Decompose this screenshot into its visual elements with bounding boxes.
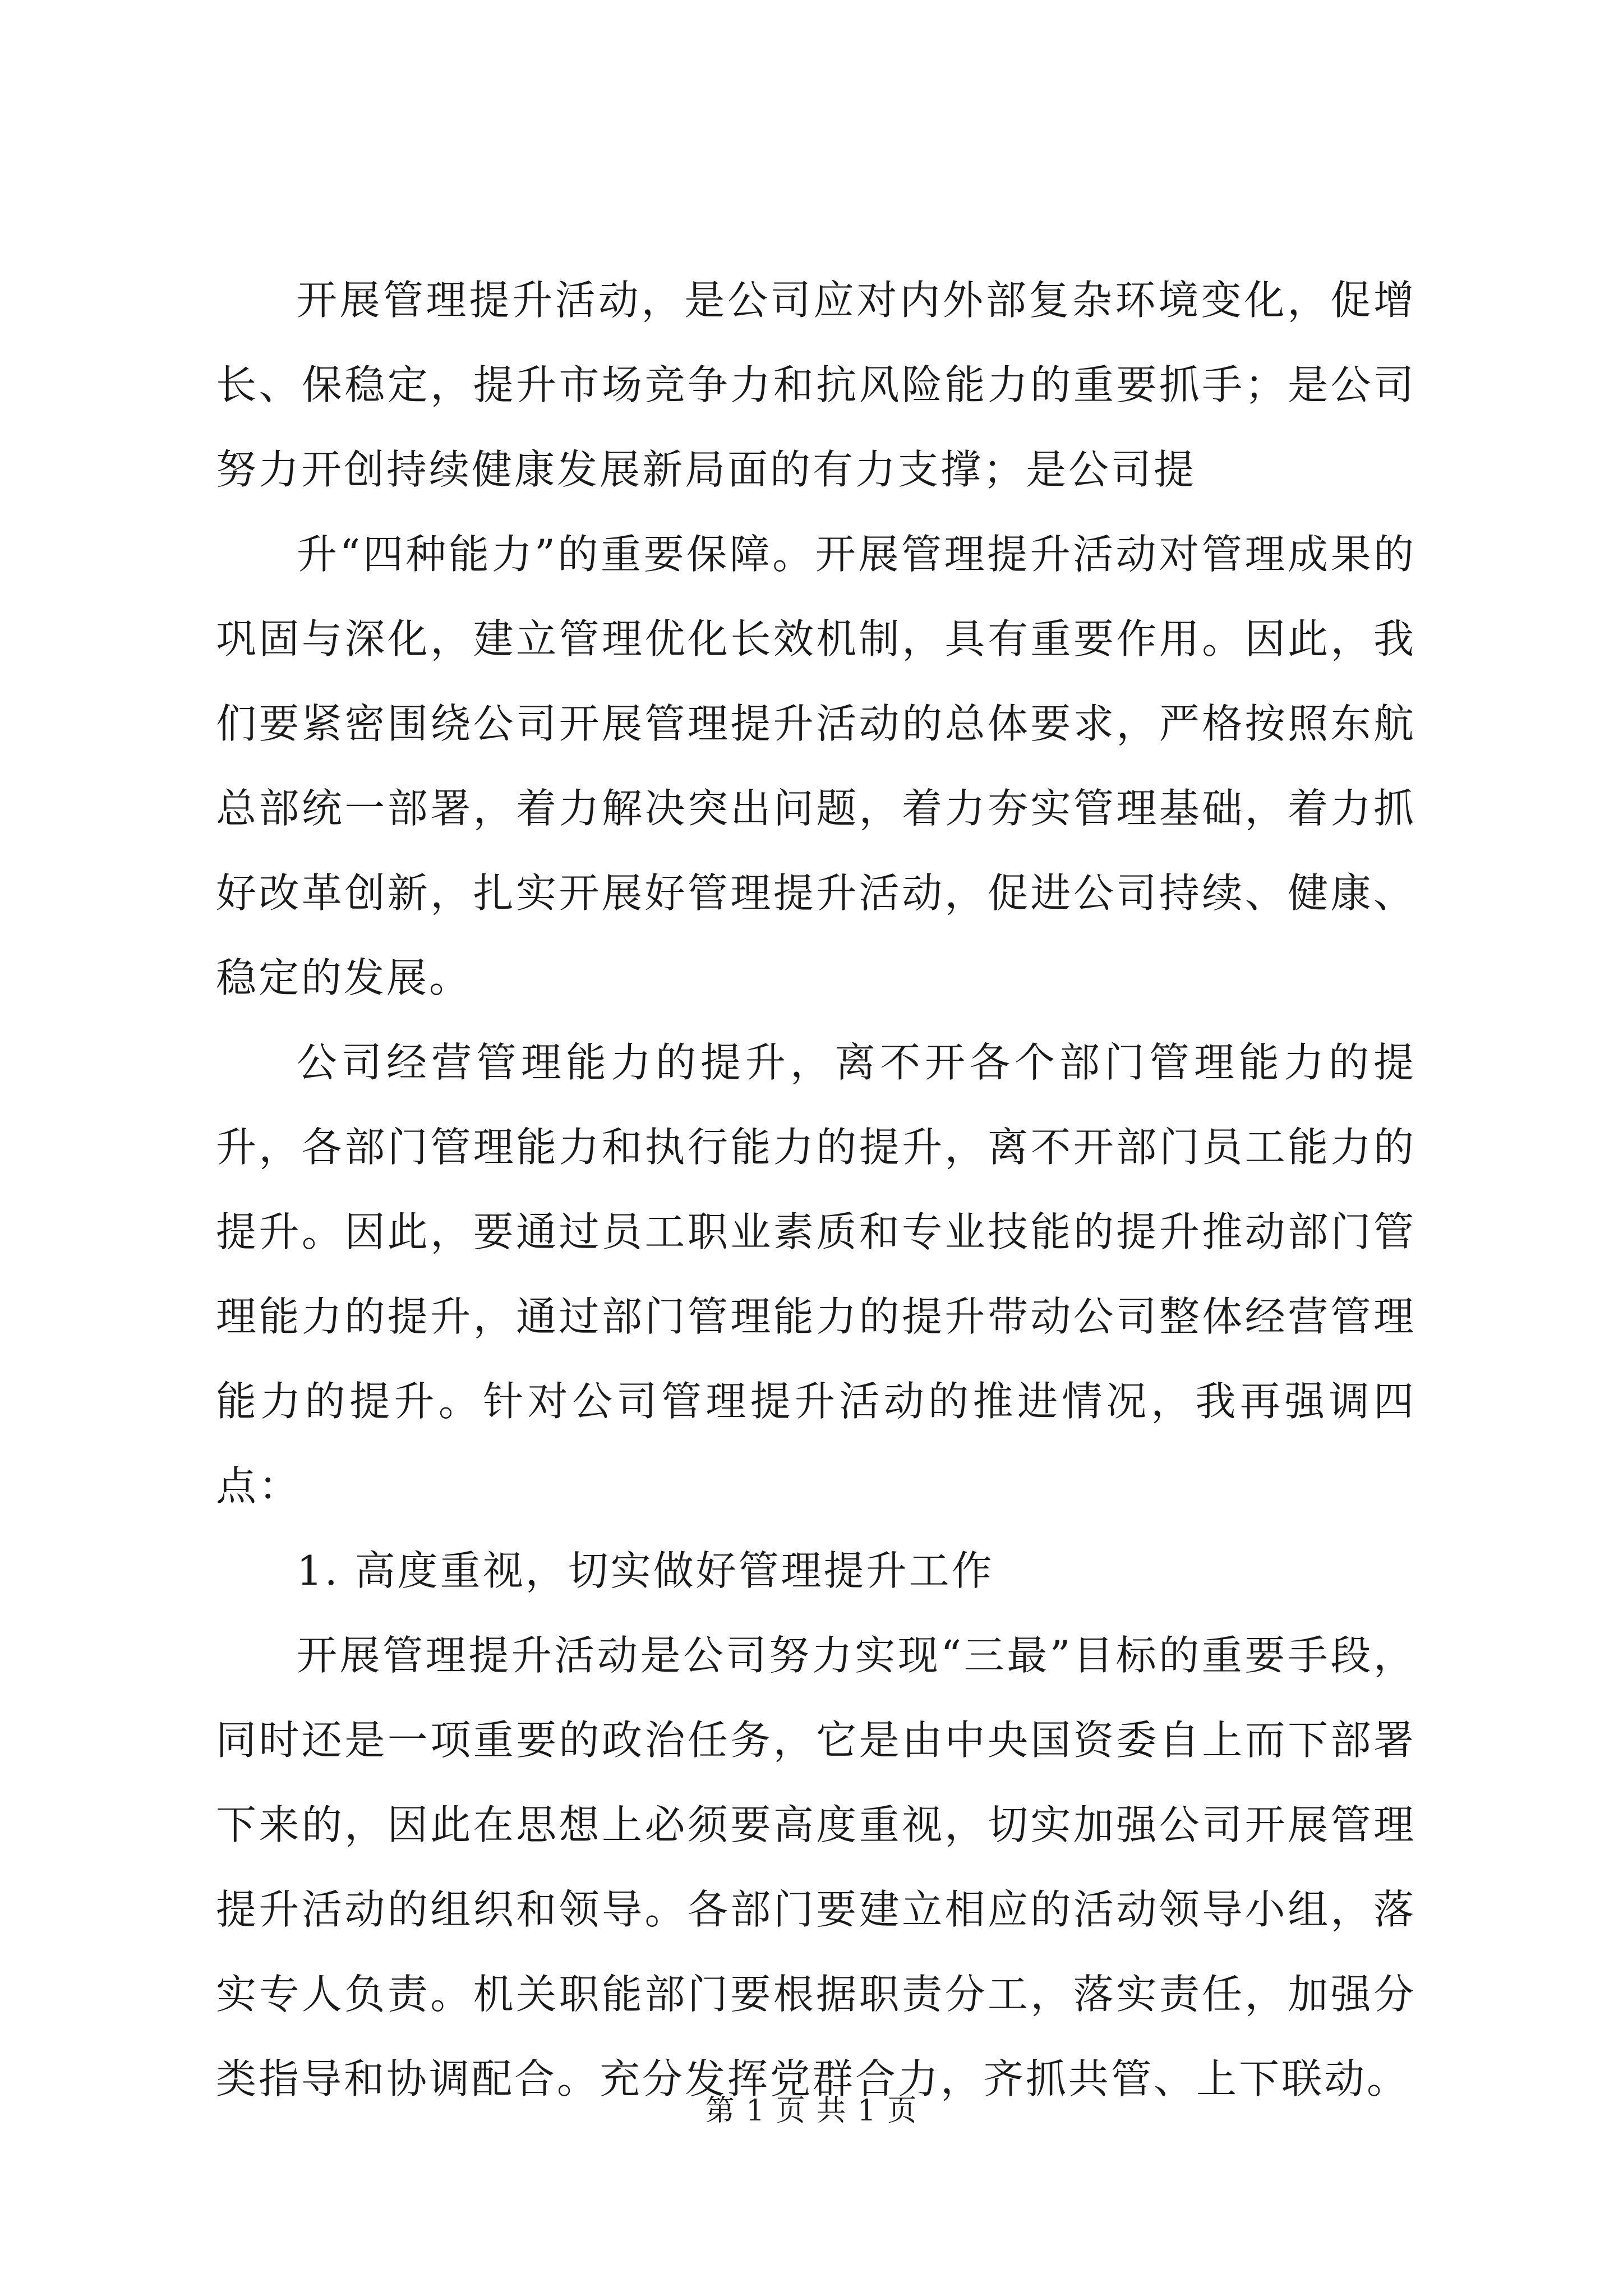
document-body <box>216 258 1416 2122</box>
paragraph-4: 开展管理提升活动是公司努力实现“三最”目标的重要手段，同时还是一项重要的政治任务，它是由中央国资委自上而下部署下来的，因此在思想上必须要高度重视，切实加强公司开展管理提升活动的组织和领导。各部门要建立相应的活动领导小组，落实专人负责。机关职能部门要根据职责分工，落实责任，加强分类指导和协调配合。充分发挥党群合力，齐抓共管、上下联动。 <box>216 1632 1416 2102</box>
paragraph-1: 开展管理提升活动，是公司应对内外部复杂环境变化，促增长、保稳定，提升市场竞争力和抗风险能力的重要抓手；是公司努力开创持续健康发展新局面的有力支撑；是公司提 <box>216 277 1416 493</box>
paragraph-3: 公司经营管理能力的提升，离不开各个部门管理能力的提升，各部门管理能力和执行能力的提升，离不开部门员工能力的提升。因此，要通过员工职业素质和专业技能的提升推动部门管理能力的提升，通过部门管理能力的提升带动公司整体经营管理能力的提升。针对公司管理提升活动的推进情况，我再强调四点： <box>216 1039 1416 1510</box>
section-heading-1: 1. 高度重视，切实做好管理提升工作 <box>297 1547 994 1594</box>
paragraph-2: 升“四种能力”的重要保障。开展管理提升活动对管理成果的巩固与深化，建立管理优化长效机制，具有重要作用。因此，我们要紧密围绕公司开展管理提升活动的总体要求，严格按照东航总部统一部署，着力解决突出问题，着力夯实管理基础，着力抓好改革创新，扎实开展好管理提升活动，促进公司持续、健康、稳定的发展。 <box>216 531 1416 1001</box>
page-footer: 第 1 页 共 1 页 <box>705 2094 918 2128</box>
